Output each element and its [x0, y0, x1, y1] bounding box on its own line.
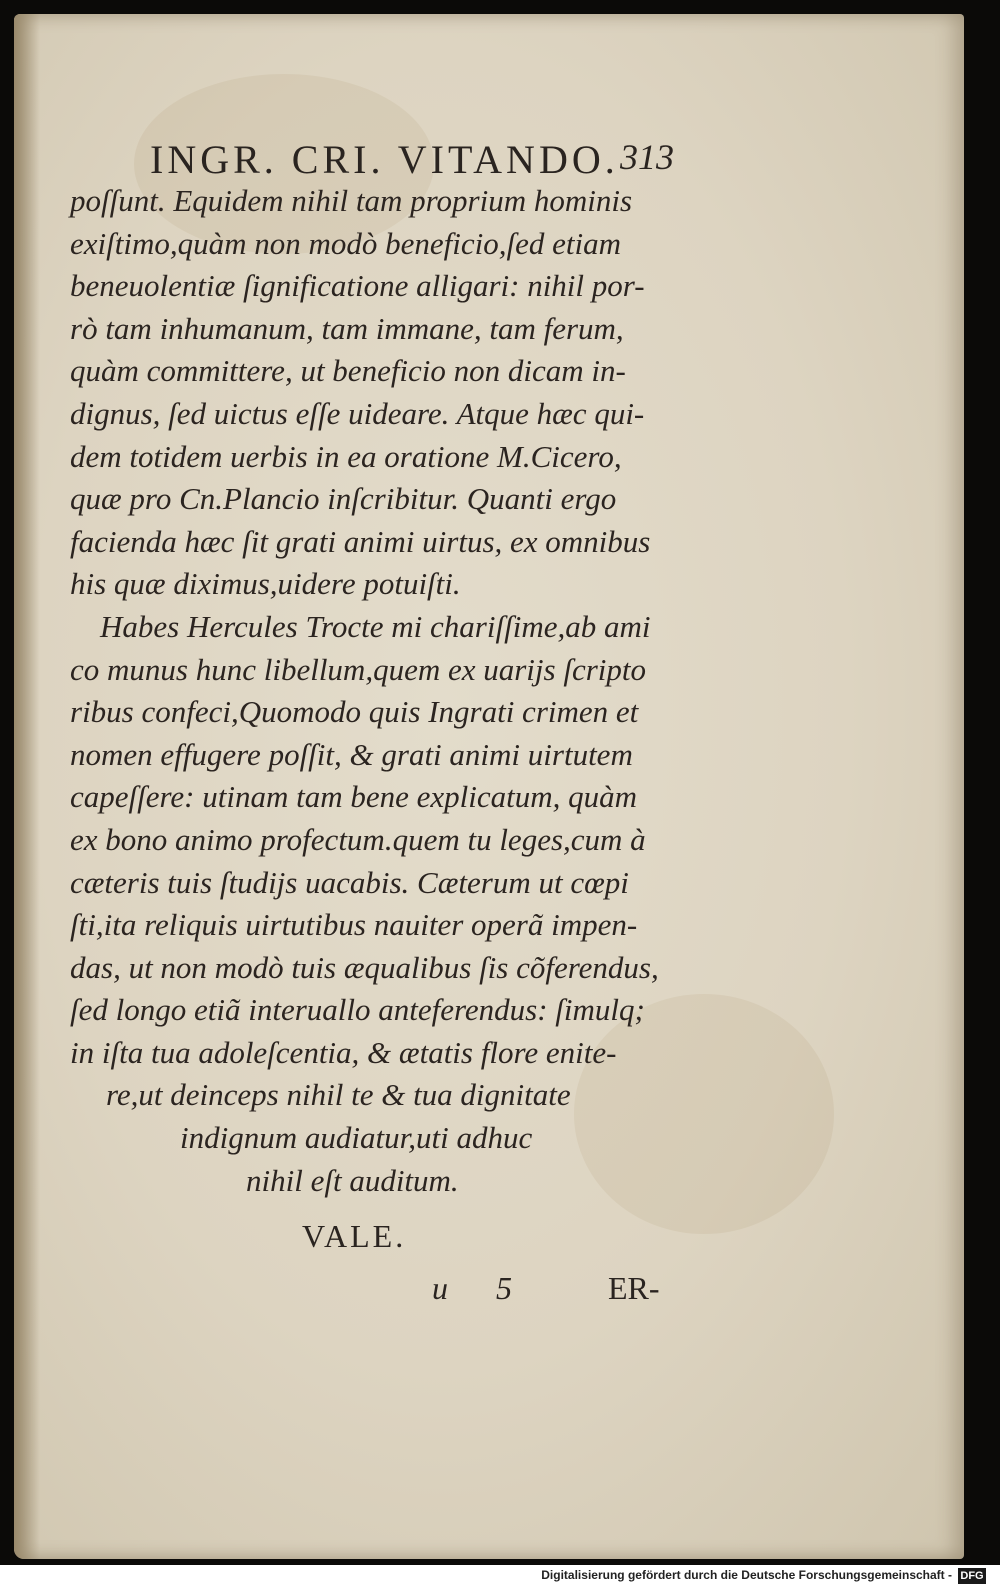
text-line-centered: re,ut deinceps nihil te & tua dignitate [106, 1077, 571, 1113]
text-line: co munus hunc libellum,quem ex uarijs ſcripto [70, 651, 646, 687]
text-line: facienda hæc ſit grati animi uirtus, ex omnibus [70, 523, 651, 559]
dfg-logo: DFG [958, 1568, 986, 1584]
text-line: dem totidem uerbis in ea oratione M.Cicero, [70, 438, 622, 474]
text-line: quæ pro Cn.Plancio inſcribitur. Quanti ergo [70, 481, 617, 517]
signature-line [432, 1270, 660, 1307]
text-line: ſed longo etiã interuallo anteferendus: ſimulq; [70, 992, 645, 1028]
text-line: nomen effugere poſſit, & grati animi uirtutem [70, 736, 633, 772]
body-text [70, 180, 710, 1202]
text-line: his quæ diximus,uidere potuiſti. [70, 566, 461, 602]
signature-number: 5 [496, 1270, 512, 1306]
text-line-centered: nihil eſt auditum. [246, 1162, 459, 1198]
footer-bar [0, 1565, 1000, 1589]
text-line: beneuolentiæ ſignificatione alligari: nihil por- [70, 268, 645, 304]
text-line: ribus confeci,Quomodo quis Ingrati crimen et [70, 694, 639, 730]
catchword: ER- [608, 1270, 660, 1306]
text-line: quàm committere, ut beneficio non dicam in- [70, 353, 626, 389]
text-line: cæteris tuis ſtudijs uacabis. Cæterum ut cœpi [70, 864, 629, 900]
funding-credit: Digitalisierung gefördert durch die Deutsche Forschungsgemeinschaft - [541, 1568, 952, 1582]
page-spine-shadow [14, 14, 40, 1559]
text-line: capeſſere: utinam tam bene explicatum, quàm [70, 779, 638, 815]
running-title: INGR. CRI. VITANDO. [150, 137, 619, 182]
text-line: das, ut non modò tuis æqualibus ſis cõferendus, [70, 949, 659, 985]
text-line-paragraph-start: Habes Hercules Trocte mi chariſſime,ab ami [100, 608, 651, 644]
text-line: in iſta tua adoleſcentia, & ætatis flore enite- [70, 1034, 617, 1070]
text-line: poſſunt. Equidem nihil tam proprium hominis [70, 183, 633, 218]
text-line: ex bono animo profectum.quem tu leges,cum à [70, 821, 646, 857]
text-line: exiſtimo,quàm non modò beneficio,ſed etiam [70, 225, 621, 261]
closing-vale: VALE. [302, 1218, 407, 1254]
text-line: dignus, ſed uictus eſſe uideare. Atque hæc qui- [70, 395, 645, 431]
text-line: rò tam inhumanum, tam immane, tam ferum, [70, 310, 624, 346]
text-line: ſti,ita reliquis uirtutibus nauiter operã impen- [70, 907, 638, 943]
signature-letter: u [432, 1270, 448, 1306]
text-line-centered: indignum audiatur,uti adhuc [180, 1120, 533, 1156]
page-number: 313 [620, 137, 674, 177]
